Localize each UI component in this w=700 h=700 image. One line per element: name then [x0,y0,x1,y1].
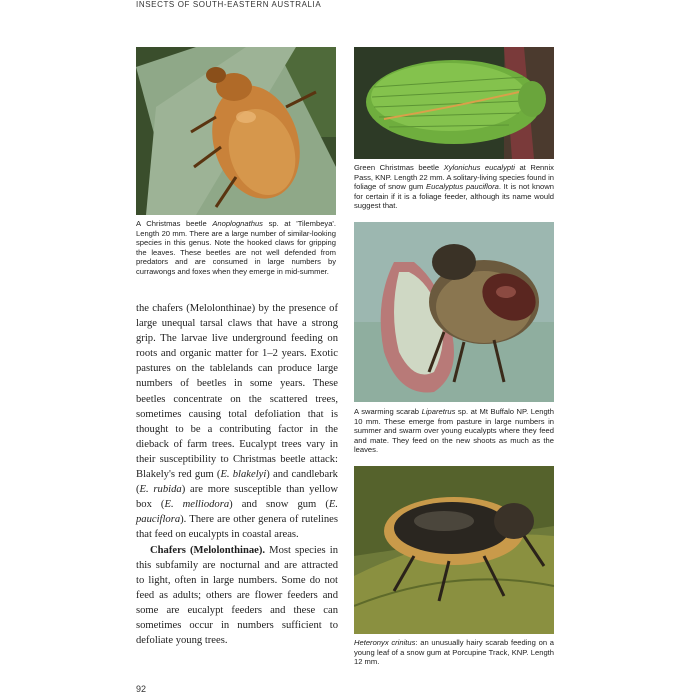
section-heading-chafers: Chafers (Melolonthinae). [150,544,266,556]
caption-text: at Rennix Pass, KNP. Length 22 mm. A solitary-living species found in foliage of snow gum [354,163,554,192]
paragraph-chafers: Chafers (Melolonthinae). Most species in this subfamily are nocturnal and are attracted to light, often in large numbers. Some do not feed as adults; others are flower feeders and some are eucalypt feeders and these can sometimes occur in numbers sufficient to defoliate young trees. [136,544,339,647]
caption-text: Green Christmas beetle [354,163,444,172]
paragraph-rutelines: the chafers (Melolonthinae) by the presence of large unequal tarsal claws that have a strong grip. The larvae live underground feeding on roots and organic matter for 1–2 years. Exotic pastures on the tablelands can produce large numbers of beetles in some years. These beetles concentrate on the scattered trees, sometimes causing total defoliation that is thought to be a contributing factor in the dieback of farm trees. Eucalypt trees vary in their susceptibility to Christmas beetle attack: Blakely's red gum (E. blakelyi) and candlebark (E. rubida) are more susceptible than yellow box (E. melliodora) and snow gum (E. pauciflora). There are other genera of rutelines that feed on eucalypts in coastal areas. [136,303,338,541]
caption-text: sp. at Mt Buffalo NP. Length 10 mm. These emerge from pasture in large numbers in summer and swarm over young eucalypts where they feed and mate. They feed on the new shoots as much as the leaves. [354,407,554,455]
caption-text: sp. at 'Tilembeya'. Length 20 mm. There are a large number of similar-looking species in this genus. Note the hooked claws for gripping the leaves. These beetles are not well defended from predators and are consumed in large numbers by currawongs and foxes when they emerge in mid-summer. [136,219,336,276]
photo-swarming-scarab [354,222,554,402]
main-body-text [136,301,338,648]
caption-text: A Christmas beetle [136,219,213,228]
caption-text: . It is not known for certain if it is a foliage feeder, although its name would suggest that. [354,182,554,211]
caption-text: A swarming scarab [354,407,422,416]
caption-plant: Eucalyptus pauciflora [426,182,499,192]
photo-christmas-beetle-anoplognathus [136,47,336,215]
caption-heteronyx [354,638,554,667]
caption-species: Heteronyx crinitus [354,638,416,647]
caption-liparetrus [354,407,554,455]
page-number: 92 [136,684,147,694]
running-header: INSECTS OF SOUTH-EASTERN AUSTRALIA [136,0,322,9]
caption-anoplognathus [136,219,336,277]
caption-xylonichus [354,163,554,211]
photo-heteronyx-crinitus [354,466,554,634]
caption-species: Xylonichus eucalypti [443,163,515,172]
caption-text: : an unusually hairy scarab feeding on a young leaf of a snow gum at Porcupine Track, KNP. Length 12 mm. [354,638,554,667]
caption-genus: Anoplognathus [212,219,263,228]
caption-genus: Liparetrus [421,407,456,416]
photo-green-christmas-beetle [354,47,554,159]
